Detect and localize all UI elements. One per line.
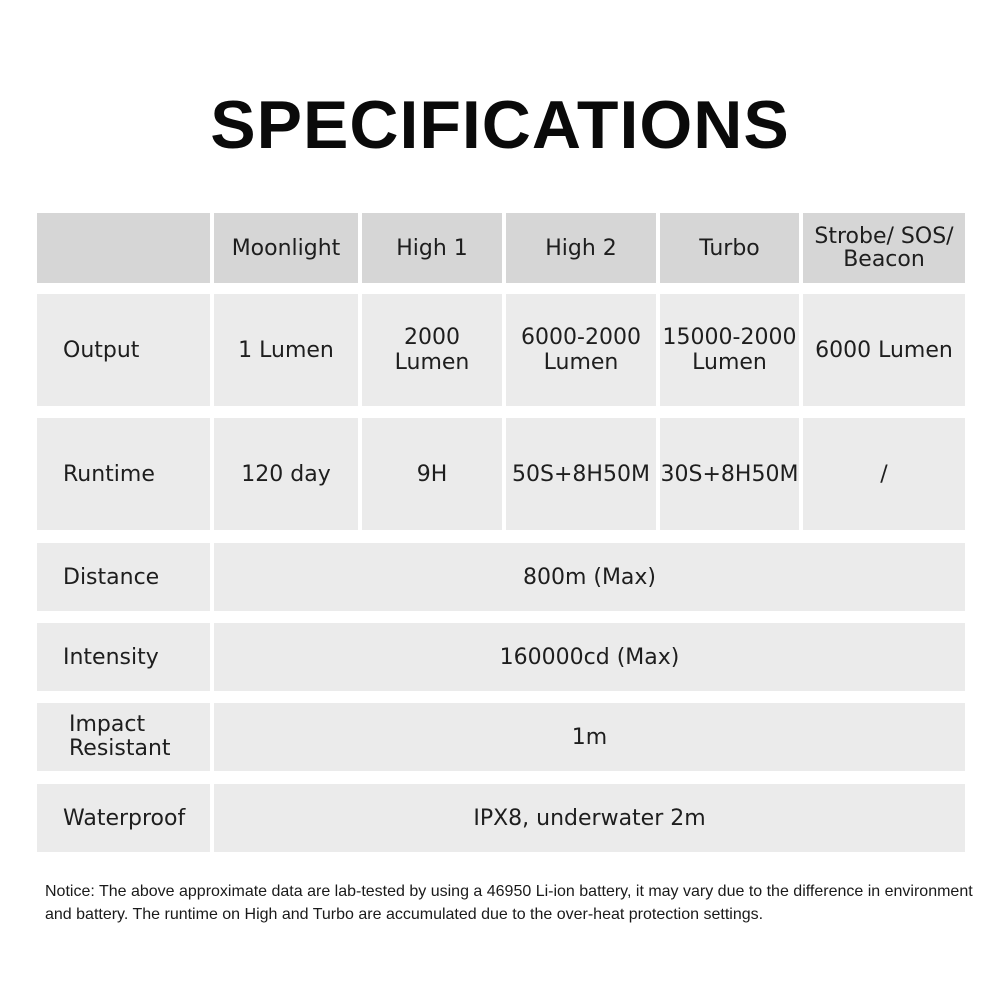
distance-value: 800m (Max) [214, 543, 965, 611]
notice-text: Notice: The above approximate data are lab-tested by using a 46950 Li-ion battery, it may vary due to the difference in environment and battery. The runtime on High and Turbo are accumulated due to the over-heat protection settings. [45, 883, 973, 923]
header-high1: High 1 [362, 213, 502, 283]
row-label-impact-resistant: Impact Resistant [37, 703, 210, 771]
row-label-waterproof: Waterproof [37, 784, 210, 852]
header-corner-cell [37, 213, 210, 283]
intensity-value: 160000cd (Max) [214, 623, 965, 691]
header-moonlight: Moonlight [214, 213, 358, 283]
header-strobe-sos-beacon: Strobe/ SOS/ Beacon [803, 213, 965, 283]
header-high2: High 2 [506, 213, 656, 283]
output-turbo: 15000-2000 Lumen [660, 294, 799, 406]
header-turbo: Turbo [660, 213, 799, 283]
runtime-high2: 50S+8H50M [506, 418, 656, 530]
row-label-runtime: Runtime [37, 418, 210, 530]
runtime-turbo: 30S+8H50M [660, 418, 799, 530]
impact-resistant-value: 1m [214, 703, 965, 771]
waterproof-value: IPX8, underwater 2m [214, 784, 965, 852]
output-moonlight: 1 Lumen [214, 294, 358, 406]
runtime-moonlight: 120 day [214, 418, 358, 530]
runtime-high1: 9H [362, 418, 502, 530]
page-title: SPECIFICATIONS [210, 87, 790, 163]
runtime-strobe: / [803, 418, 965, 530]
output-high1: 2000 Lumen [362, 294, 502, 406]
row-label-output: Output [37, 294, 210, 406]
row-label-distance: Distance [37, 543, 210, 611]
output-strobe: 6000 Lumen [803, 294, 965, 406]
row-label-intensity: Intensity [37, 623, 210, 691]
output-high2: 6000-2000 Lumen [506, 294, 656, 406]
